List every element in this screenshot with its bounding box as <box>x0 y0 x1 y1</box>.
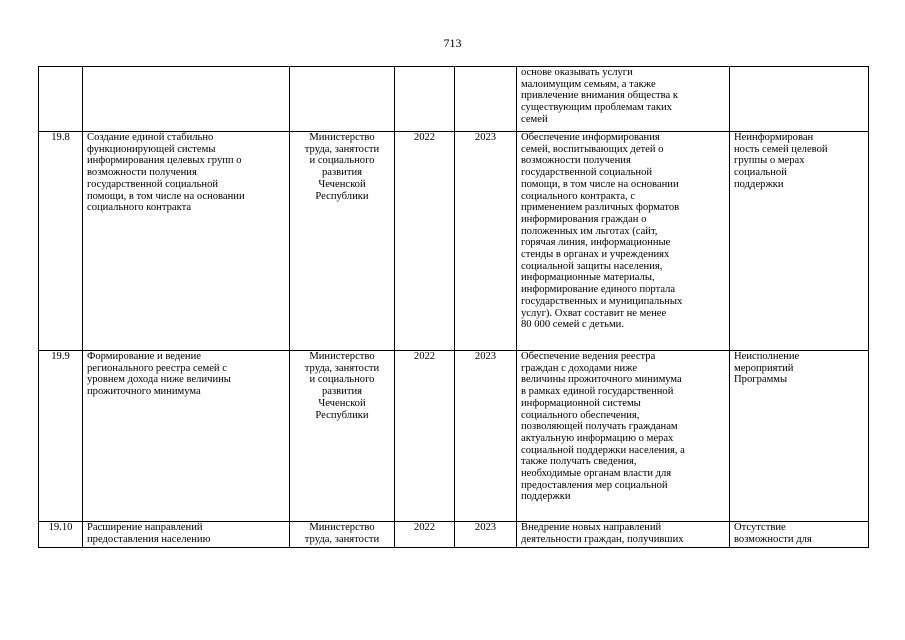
expected-result-cell: Внедрение новых направлений деятельности граждан, получивших <box>517 522 730 548</box>
risk-cell: Неисполнение мероприятий Программы <box>730 351 869 522</box>
table-row <box>39 351 869 522</box>
risk-cell: Отсутствие возможности для <box>730 522 869 548</box>
row-number-cell: 19.10 <box>39 522 83 548</box>
measure-name-cell: Расширение направлений предоставления населению <box>83 522 290 548</box>
end-year-cell: 2023 <box>455 522 517 548</box>
expected-result-cell: основе оказывать услуги малоимущим семьям, а также привлечение внимания общества к существующим проблемам таких семей <box>517 67 730 132</box>
table-row <box>39 132 869 351</box>
end-year-cell <box>455 67 517 132</box>
start-year-cell: 2022 <box>395 351 455 522</box>
row-number-cell: 19.8 <box>39 132 83 351</box>
measure-name-cell: Формирование и ведение регионального реестра семей с уровнем дохода ниже величины прожиточного минимума <box>83 351 290 522</box>
executor-cell <box>290 67 395 132</box>
end-year-cell: 2023 <box>455 132 517 351</box>
start-year-cell <box>395 67 455 132</box>
risk-cell <box>730 67 869 132</box>
program-measures-table <box>38 66 869 548</box>
expected-result-cell: Обеспечение ведения реестра граждан с доходами ниже величины прожиточного минимума в рамках единой государственной информационной системы социального обеспечения, позволяющей получать гражданам актуальную информацию о мерах социальной поддержки населения, а также получать сведения, необходимые органам власти для предоставления мер социальной поддержки <box>517 351 730 522</box>
executor-cell: Министерство труда, занятости <box>290 522 395 548</box>
page-number: 713 <box>443 36 462 50</box>
executor-cell: Министерство труда, занятости и социального развития Чеченской Республики <box>290 351 395 522</box>
row-number-cell <box>39 67 83 132</box>
row-number-cell: 19.9 <box>39 351 83 522</box>
end-year-cell: 2023 <box>455 351 517 522</box>
measure-name-cell <box>83 67 290 132</box>
table-row <box>39 67 869 132</box>
risk-cell: Неинформирован ность семей целевой группы о мерах социальной поддержки <box>730 132 869 351</box>
executor-cell: Министерство труда, занятости и социального развития Чеченской Республики <box>290 132 395 351</box>
measure-name-cell: Создание единой стабильно функционирующей системы информирования целевых групп о возможности получения государственной социальной помощи, в том числе на основании социального контракта <box>83 132 290 351</box>
start-year-cell: 2022 <box>395 132 455 351</box>
start-year-cell: 2022 <box>395 522 455 548</box>
table-row <box>39 522 869 548</box>
expected-result-cell: Обеспечение информирования семей, воспитывающих детей о возможности получения государственной социальной помощи, в том числе на основании социального контракта, с применением различных форматов информирования граждан о положенных им льготах (сайт, горячая линия, информационные стенды в органах и учреждениях социальной защиты населения, информационные материалы, информирование единого портала государственных и муниципальных услуг). Охват составит не менее 80 000 семей с детьми. <box>517 132 730 351</box>
